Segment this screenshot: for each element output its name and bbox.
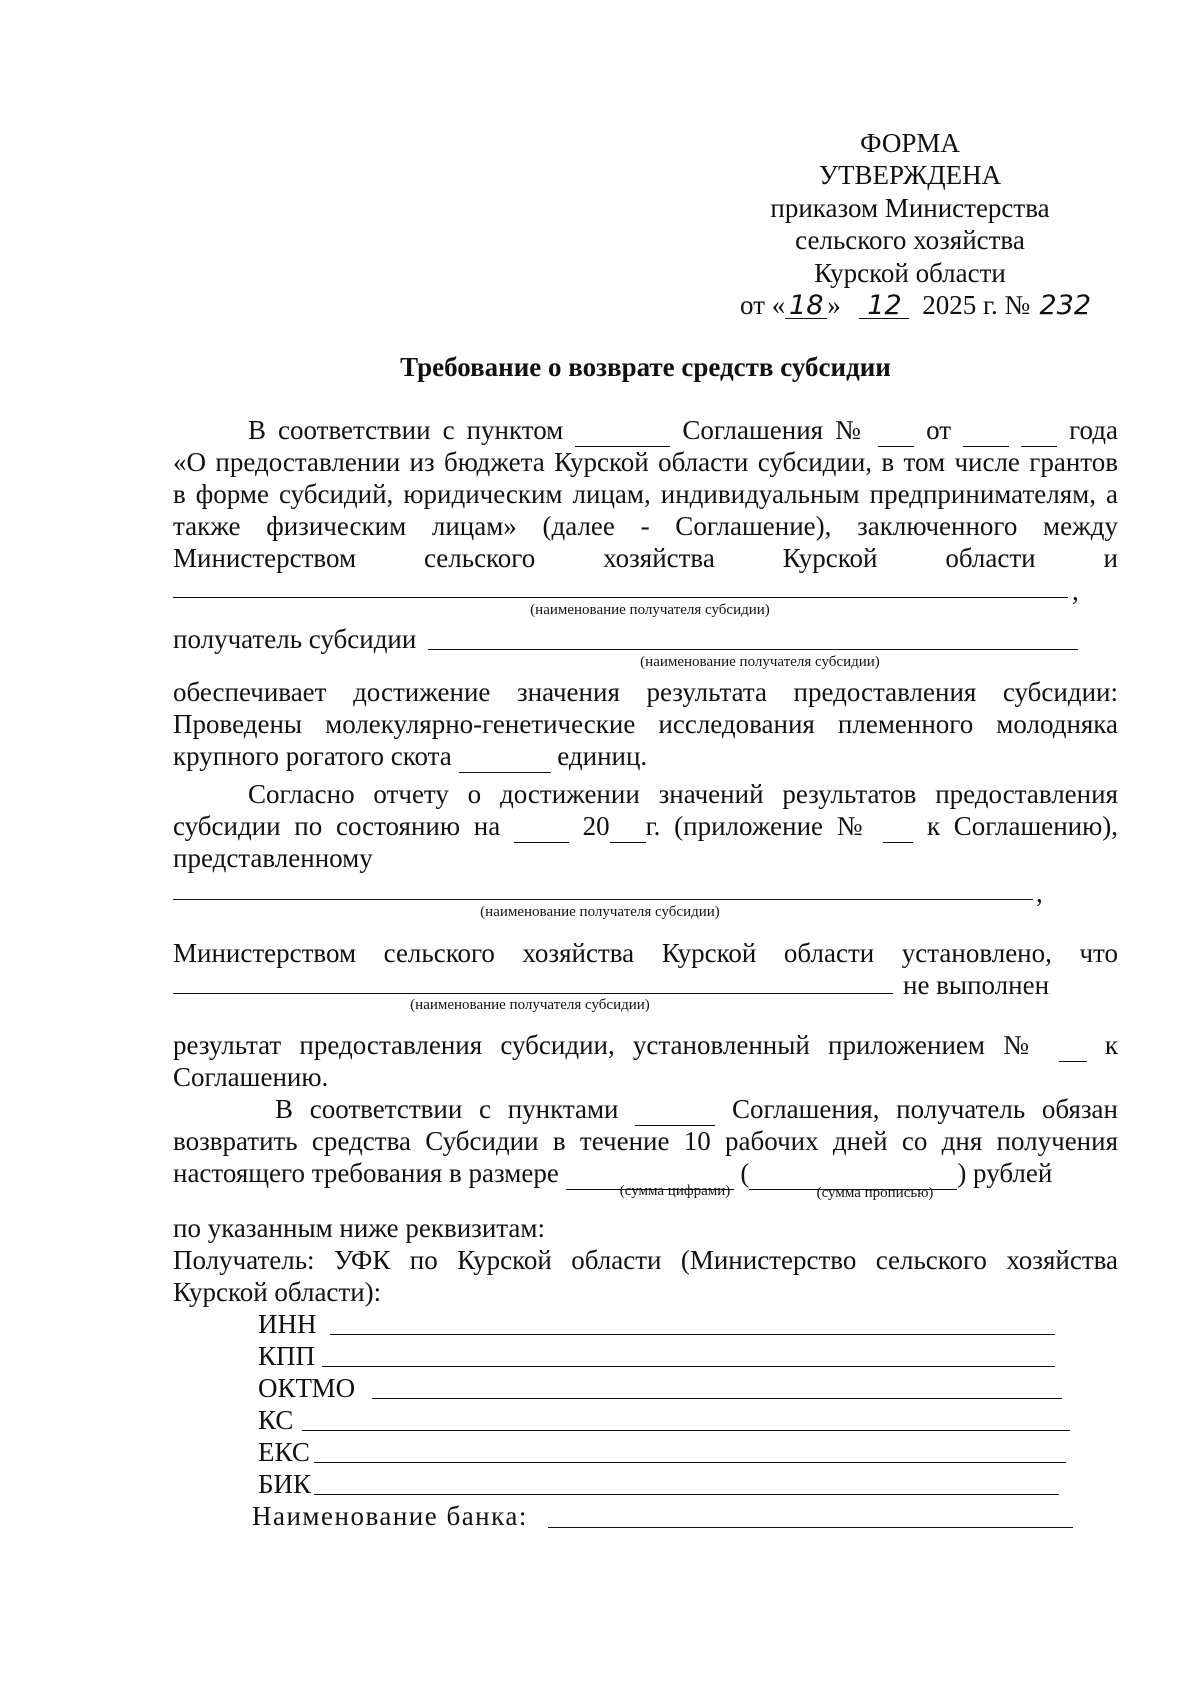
approval-line1: приказом Министерства bbox=[770, 193, 1050, 223]
req-bik-line bbox=[314, 1494, 1059, 1495]
p4-line1: Министерством сельского хозяйства Курской области установлено, что bbox=[173, 938, 1118, 968]
blank-date-2 bbox=[1021, 415, 1057, 447]
p3-l2d: к Соглашению), bbox=[926, 811, 1119, 841]
p1-line5: Министерством сельского хозяйства Курской области и bbox=[173, 543, 1118, 573]
p5-l1a: В соответствии с пунктами bbox=[275, 1094, 619, 1124]
approval-date bbox=[740, 290, 1100, 321]
p4-line3 bbox=[173, 1030, 1118, 1062]
date-day-handwritten: 18 bbox=[785, 294, 827, 319]
p2-line2: обеспечивает достижение значения результата предоставления субсидии: bbox=[173, 677, 1118, 707]
p2-l4a: крупного рогатого скота bbox=[173, 741, 452, 771]
document-title: Требование о возврате средств субсидии bbox=[400, 352, 891, 382]
req-ks-label: КС bbox=[258, 1405, 294, 1435]
req-kpp-line bbox=[322, 1366, 1055, 1367]
p2-l4b: единиц. bbox=[557, 741, 648, 771]
caption-recipient-4: (наименование получателя субсидии) bbox=[410, 997, 650, 1013]
p4-l3a: результат предоставления субсидии, установленный приложением № bbox=[173, 1030, 1041, 1060]
p5-l3a: настоящего требования в размере bbox=[173, 1158, 559, 1188]
p3-l2a: субсидии по состоянию на bbox=[173, 811, 501, 841]
date-prefix: от « bbox=[740, 290, 786, 320]
p3-line1 bbox=[173, 779, 1118, 810]
p5-l3b: ( bbox=[740, 1158, 750, 1188]
approval-line3: Курской области bbox=[814, 258, 1006, 288]
p1-line1 bbox=[173, 415, 1118, 447]
p3-l1: Согласно отчету о достижении значений результатов предоставления bbox=[248, 779, 1118, 809]
blank-report-date bbox=[514, 811, 569, 843]
req-oktmo-label: ОКТМО bbox=[258, 1373, 356, 1403]
p5-l3c: ) рублей bbox=[957, 1158, 1053, 1188]
approval-utverzhdena: УТВЕРЖДЕНА bbox=[818, 160, 1002, 190]
blank-punkt bbox=[575, 415, 670, 447]
p3-line3: представленному bbox=[173, 843, 373, 873]
p5-l1b: Соглашения, получатель обязан bbox=[731, 1094, 1118, 1124]
bank-name-label: Наименование банка: bbox=[252, 1501, 528, 1531]
p6-line1: по указанным ниже реквизитам: bbox=[173, 1213, 545, 1243]
p2-line1: получатель субсидии bbox=[173, 624, 417, 654]
recipient-line-2 bbox=[428, 649, 1078, 650]
req-eks-label: ЕКС bbox=[258, 1437, 310, 1467]
recipient-line-1 bbox=[173, 597, 1068, 598]
recipient-comma-3: , bbox=[1036, 878, 1043, 908]
req-oktmo-line bbox=[372, 1398, 1062, 1399]
p6-line2: Получатель: УФК по Курской области (Министерство сельского хозяйства bbox=[173, 1245, 1118, 1275]
date-number-handwritten: 232 bbox=[1039, 290, 1092, 321]
blank-year bbox=[610, 811, 646, 843]
date-year: 2025 г. № bbox=[922, 290, 1031, 320]
p1-l1b: Соглашения № bbox=[682, 415, 867, 445]
recipient-line-3 bbox=[173, 899, 1033, 900]
p2-line4 bbox=[173, 741, 647, 773]
blank-units bbox=[459, 741, 551, 773]
blank-agreement-number bbox=[878, 415, 914, 447]
blank-points bbox=[635, 1094, 715, 1126]
blank-date-1 bbox=[963, 415, 1009, 447]
req-bik-label: БИК bbox=[258, 1469, 312, 1499]
bank-name-line bbox=[548, 1527, 1073, 1528]
p3-l2b: 20 bbox=[582, 811, 610, 841]
caption-sum-words: (сумма прописью) bbox=[816, 1185, 934, 1201]
date-month-handwritten: 12 bbox=[859, 294, 909, 319]
caption-recipient-3: (наименование получателя субсидии) bbox=[480, 904, 720, 920]
caption-recipient-1: (наименование получателя субсидии) bbox=[530, 602, 770, 618]
p1-line3: в форме субсидий, юридическим лицам, индивидуальным предпринимателям, а bbox=[173, 479, 1118, 509]
caption-recipient-2: (наименование получателя субсидии) bbox=[640, 654, 880, 670]
p5-line2: возвратить средства Субсидии в течение 10 рабочих дней со дня получения bbox=[173, 1126, 1118, 1156]
approval-forma: ФОРМА bbox=[860, 128, 960, 158]
req-ks-line bbox=[302, 1430, 1070, 1431]
req-inn-label: ИНН bbox=[258, 1309, 317, 1339]
date-mid: » bbox=[827, 290, 841, 320]
p6-line3: Курской области): bbox=[173, 1277, 382, 1307]
p3-line2 bbox=[173, 811, 1118, 843]
p4-l3b: к bbox=[1104, 1030, 1118, 1060]
recipient-line-4 bbox=[173, 993, 893, 994]
p3-l2c: г. (приложение № bbox=[645, 811, 870, 841]
req-inn-line bbox=[330, 1334, 1055, 1335]
req-kpp-label: КПП bbox=[258, 1341, 316, 1371]
req-eks-line bbox=[314, 1462, 1066, 1463]
recipient-comma-1: , bbox=[1072, 576, 1079, 606]
p4-line4: Соглашению. bbox=[173, 1062, 329, 1092]
approval-line2: сельского хозяйства bbox=[795, 225, 1025, 255]
p4-line2: не выполнен bbox=[903, 970, 1050, 1000]
blank-appendix-number bbox=[883, 811, 913, 843]
caption-sum-digits: (сумма цифрами) bbox=[619, 1183, 731, 1199]
p1-line2: «О предоставлении из бюджета Курской области субсидии, в том числе грантов bbox=[173, 447, 1118, 477]
p1-l1c: от bbox=[926, 415, 952, 445]
blank-appendix-2 bbox=[1059, 1030, 1087, 1062]
p2-line3: Проведены молекулярно-генетические исследования племенного молодняка bbox=[173, 709, 1118, 739]
p1-l1d: года bbox=[1069, 415, 1119, 445]
p5-line1 bbox=[173, 1094, 1118, 1126]
p1-line4: также физическим лицам» (далее - Соглашение), заключенного между bbox=[173, 511, 1118, 541]
p1-l1a: В соответствии с пунктом bbox=[248, 415, 564, 445]
